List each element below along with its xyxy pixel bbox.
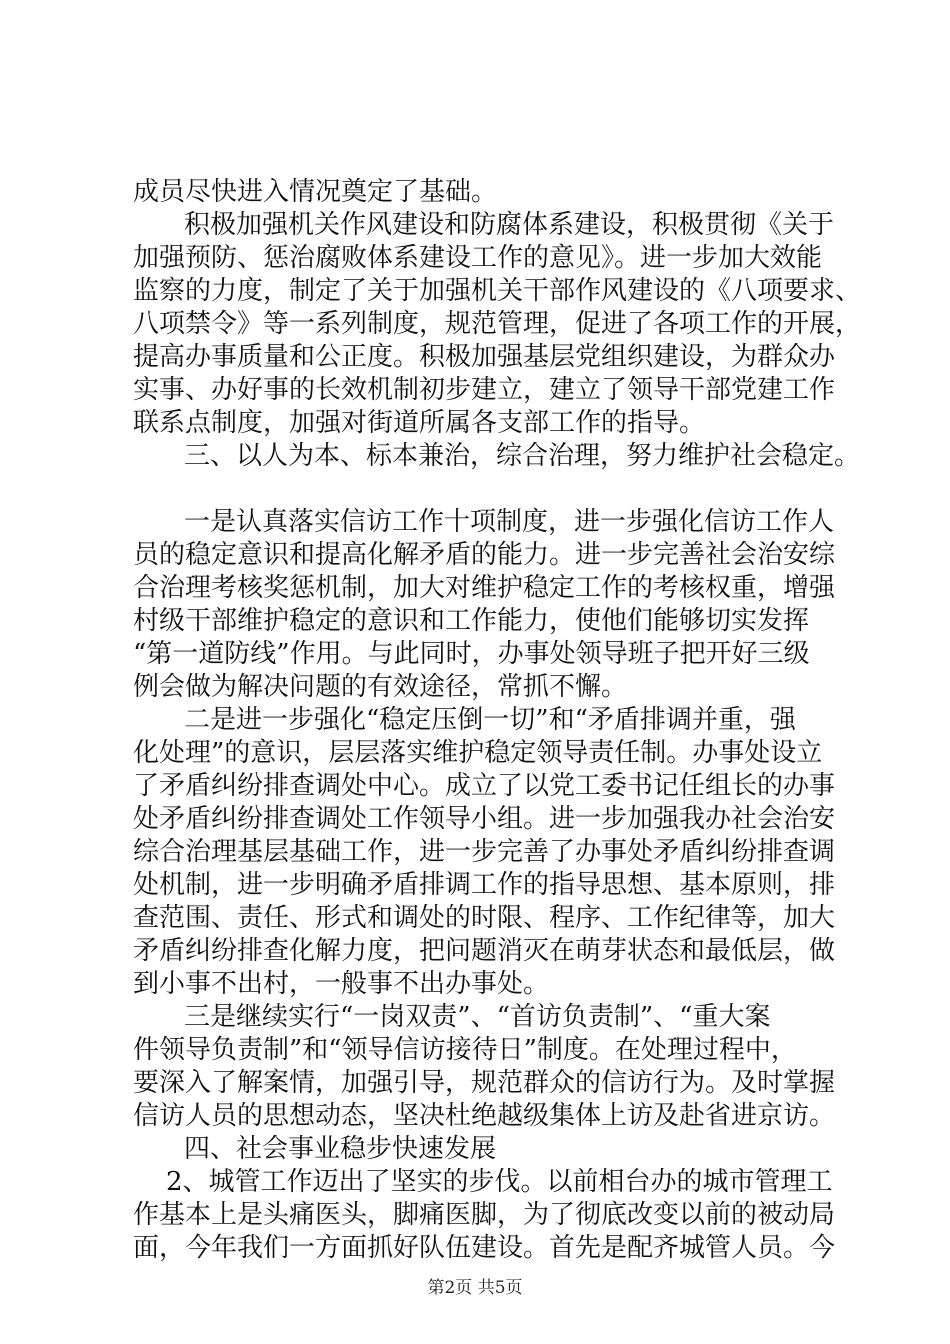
- section-heading: 四、社会事业稳步快速发展: [184, 1134, 497, 1164]
- text-line: 员的稳定意识和提高化解矛盾的能力。进一步完善社会治安综: [133, 540, 836, 570]
- text-line: 化处理”的意识，层层落实维护稳定领导责任制。办事处设立: [133, 738, 823, 768]
- text-line: 了矛盾纠纷排查调处中心。成立了以党工委书记任组长的办事: [133, 771, 836, 801]
- text-line: 到小事不出村，一般事不出办事处。: [133, 969, 550, 999]
- text-line: 2、城管工作迈出了坚实的步伐。以前相台办的城市管理工: [166, 1167, 833, 1197]
- text-line: 一是认真落实信访工作十项制度，进一步强化信访工作人: [184, 507, 835, 537]
- text-line: 查范围、责任、形式和调处的时限、程序、工作纪律等，加大: [133, 903, 836, 933]
- section-heading: 三、以人为本、标本兼治，综合治理，努力维护社会稳定。: [184, 441, 861, 471]
- text-line: 二是进一步强化“稳定压倒一切”和“矛盾排调并重，强: [184, 705, 796, 735]
- text-line: 综合治理基层基础工作，进一步完善了办事处矛盾纠纷排查调: [133, 837, 836, 867]
- text-line: 要深入了解案情，加强引导，规范群众的信访行为。及时掌握: [133, 1068, 836, 1098]
- text-line: 八项禁令》等一系列制度，规范管理，促进了各项工作的开展，: [133, 309, 862, 339]
- text-line: 三是继续实行“一岗双责”、“首访负责制”、“重大案: [184, 1002, 771, 1032]
- text-line: 处机制，进一步明确矛盾排调工作的指导思想、基本原则，排: [133, 870, 836, 900]
- text-line: 面，今年我们一方面抓好队伍建设。首先是配齐城管人员。今: [133, 1233, 836, 1263]
- text-line: 矛盾纠纷排查化解力度，把问题消灭在萌芽状态和最低层，做: [133, 936, 836, 966]
- text-line: 作基本上是头痛医头，脚痛医脚，为了彻底改变以前的被动局: [133, 1200, 836, 1230]
- text-line: 监察的力度，制定了关于加强机关干部作风建设的《八项要求、: [133, 276, 862, 306]
- text-line: “第一道防线”作用。与此同时，办事处领导班子把开好三级: [133, 639, 810, 669]
- text-line: 提高办事质量和公正度。积极加强基层党组织建设，为群众办: [133, 342, 836, 372]
- text-line: 件领导负责制”和“领导信访接待日”制度。在处理过程中，: [133, 1035, 797, 1065]
- page-number-footer: 第2页 共5页: [427, 1278, 523, 1298]
- text-line: 信访人员的思想动态，坚决杜绝越级集体上访及赴省进京访。: [133, 1101, 836, 1131]
- text-line: 村级干部维护稳定的意识和工作能力，使他们能够切实发挥: [133, 606, 810, 636]
- text-line: 处矛盾纠纷排查调处工作领导小组。进一步加强我办社会治安: [133, 804, 836, 834]
- text-line: 联系点制度，加强对街道所属各支部工作的指导。: [133, 408, 706, 438]
- text-line: 实事、办好事的长效机制初步建立，建立了领导干部党建工作: [133, 375, 836, 405]
- text-line: 合治理考核奖惩机制，加大对维护稳定工作的考核权重，增强: [133, 573, 836, 603]
- text-line: 例会做为解决问题的有效途径，常抓不懈。: [133, 672, 628, 702]
- text-line: 加强预防、惩治腐败体系建设工作的意见》。进一步加大效能: [133, 243, 823, 273]
- text-line: 积极加强机关作风建设和防腐体系建设，积极贯彻《关于: [184, 210, 835, 240]
- text-line: 成员尽快进入情况奠定了基础。: [133, 177, 498, 207]
